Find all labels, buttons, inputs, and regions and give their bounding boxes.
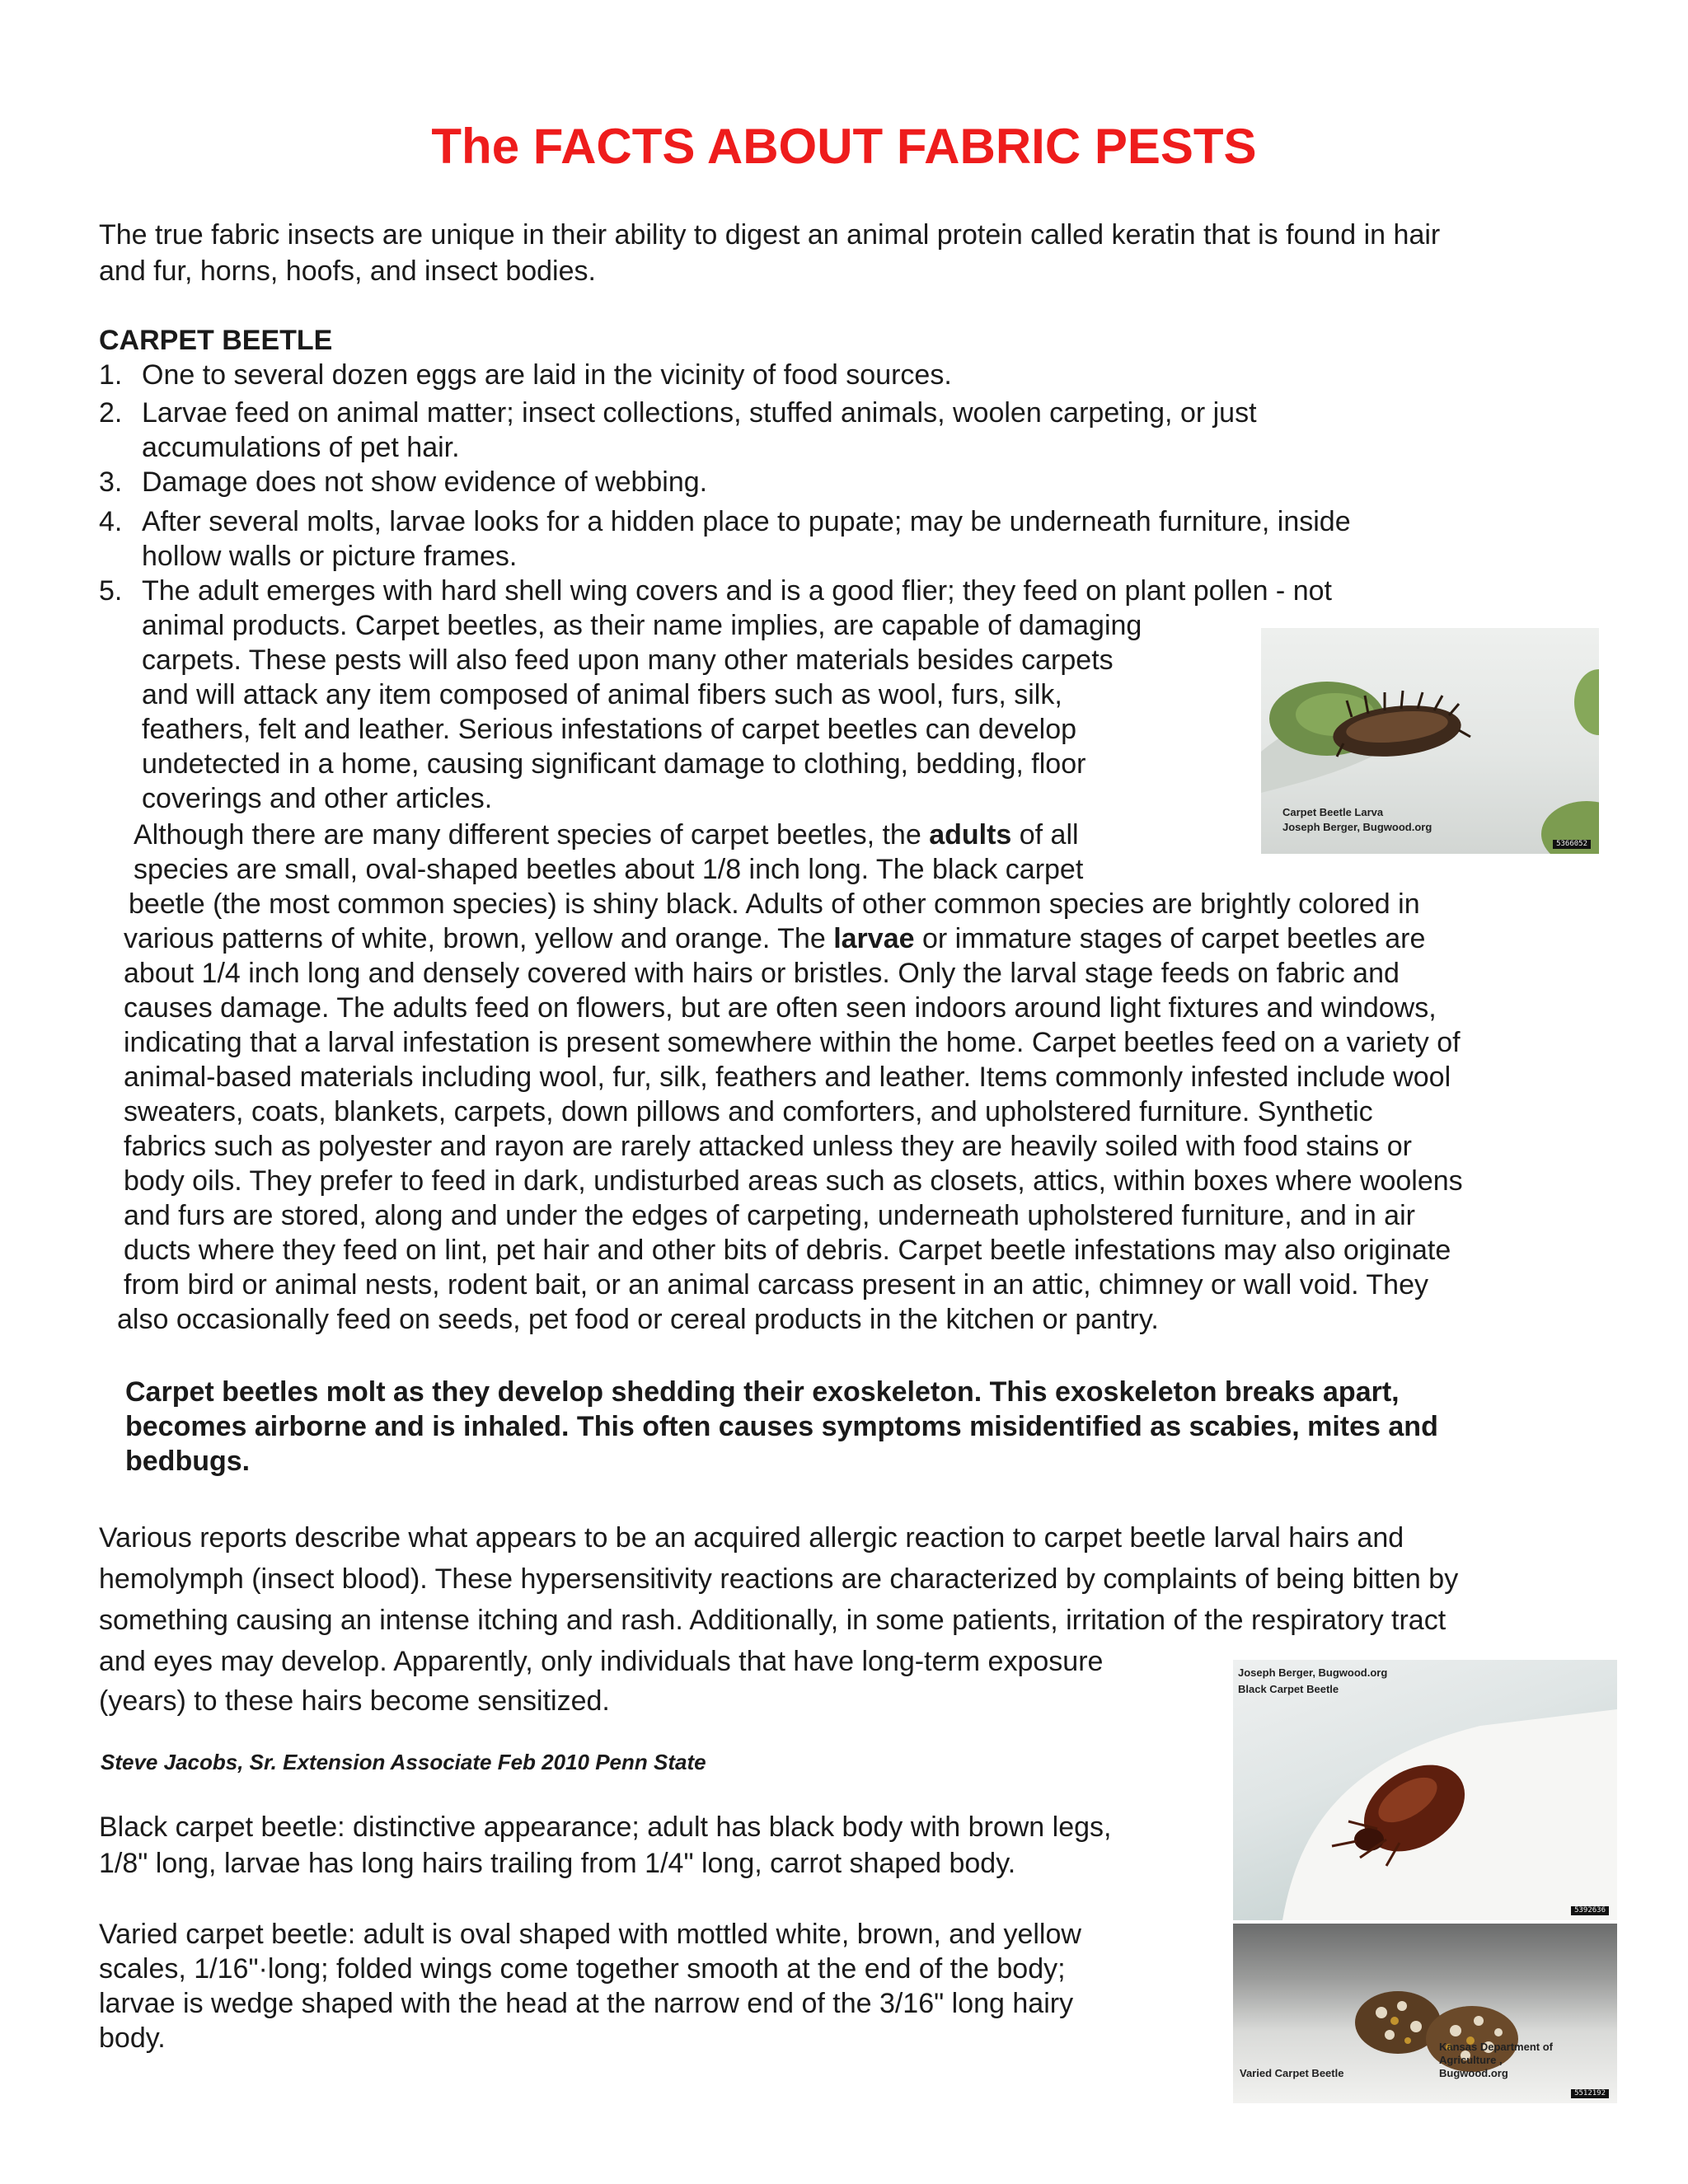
body-line: and eyes may develop. Apparently, only individuals that have long-term exposure [99,1646,1104,1677]
photo-id: 5392636 [1571,1906,1609,1915]
list-number: 5. [99,575,123,607]
list-text: carpets. These pests will also feed upon many other materials besides carpets [142,644,1114,676]
body-line: causes damage. The adults feed on flowers, but are often seen indoors around light fixtures and windows, [124,992,1437,1024]
list-item [99,396,1459,465]
emphasis-larvae: larvae [833,923,915,954]
list-item [99,504,1459,574]
text-run: of all [1011,819,1079,851]
list-number: 2. [99,397,123,429]
photo-credit: Kansas Department of [1439,2041,1553,2053]
molt-warning-line: Carpet beetles molt as they develop shedding their exoskeleton. This exoskeleton breaks apart, [125,1376,1400,1408]
body-line: about 1/4 inch long and densely covered with hairs or bristles. Only the larval stage feeds on fabric and [124,958,1400,989]
photo-credit: Bugwood.org [1439,2067,1508,2079]
photo-credit: Agriculture , [1439,2054,1503,2066]
list-text: After several molts, larvae looks for a hidden place to pupate; may be underneath furniture, inside [142,506,1351,537]
attribution: Steve Jacobs, Sr. Extension Associate Feb 2010 Penn State [101,1750,706,1774]
varied-carpet-beetle-photo [1233,1924,1617,2103]
larva-illustration [1261,628,1599,854]
intro-line: The true fabric insects are unique in their ability to digest an animal protein called keratin that is found in hair [99,219,1441,251]
molt-warning-line: bedbugs. [125,1446,251,1477]
page-title: The FACTS ABOUT FABRIC PESTS [431,119,1257,174]
body-line: larvae is wedge shaped with the head at the narrow end of the 3/16" long hairy [99,1988,1074,2019]
text-run: or immature stages of carpet beetles are [914,923,1426,954]
body-line [134,818,1079,852]
photo-credit: Joseph Berger, Bugwood.org [1282,821,1432,833]
list-item [99,465,1459,499]
list-number: 4. [99,506,123,537]
body-line: (years) to these hairs become sensitized. [99,1685,610,1717]
body-line: 1/8" long, larvae has long hairs trailing from 1/4" long, carrot shaped body. [99,1848,1016,1879]
emphasis-adults: adults [929,819,1012,851]
photo-id: 5512192 [1571,2089,1609,2098]
body-line: beetle (the most common species) is shiny black. Adults of other common species are brightly colored in [129,888,1420,920]
photo-caption: Varied Carpet Beetle [1240,2067,1344,2079]
list-text: accumulations of pet hair. [142,432,460,463]
black-carpet-beetle-photo [1233,1660,1617,1920]
list-text: Damage does not show evidence of webbing. [142,466,708,498]
list-text: undetected in a home, causing significant damage to clothing, bedding, floor [142,748,1086,780]
photo-credit: Joseph Berger, Bugwood.org [1238,1666,1388,1679]
photo-id: 5366052 [1553,840,1591,849]
body-line: Black carpet beetle: distinctive appearance; adult has black body with brown legs, [99,1811,1112,1843]
body-line [124,921,1425,956]
text-run: Although there are many different species of carpet beetles, the [134,819,930,851]
body-line: and furs are stored, along and under the edges of carpeting, underneath upholstered furniture, and in air [124,1200,1415,1231]
black-beetle-illustration [1233,1660,1617,1920]
list-text: The adult emerges with hard shell wing covers and is a good flier; they feed on plant pollen - not [142,575,1332,607]
list-number: 3. [99,466,123,498]
text-run: various patterns of white, brown, yellow and orange. The [124,923,834,954]
list-text: and will attack any item composed of animal fibers such as wool, furs, silk, [142,679,1062,710]
body-line: Varied carpet beetle: adult is oval shaped with mottled white, brown, and yellow [99,1919,1081,1950]
body-line: species are small, oval-shaped beetles about 1/8 inch long. The black carpet [134,854,1084,885]
body-line: scales, 1/16"·long; folded wings come together smooth at the end of the body; [99,1953,1066,1985]
body-line: hemolymph (insect blood). These hypersensitivity reactions are characterized by complaints of being bitten by [99,1563,1459,1595]
intro-line: and fur, horns, hoofs, and insect bodies. [99,255,596,287]
list-text: animal products. Carpet beetles, as their name implies, are capable of damaging [142,610,1142,641]
list-item [99,574,1459,816]
list-text: feathers, felt and leather. Serious infestations of carpet beetles can develop [142,714,1077,745]
body-line: body oils. They prefer to feed in dark, undisturbed areas such as closets, attics, within boxes where woolens [124,1165,1463,1197]
list-text: One to several dozen eggs are laid in the vicinity of food sources. [142,359,952,391]
molt-warning-line: becomes airborne and is inhaled. This often causes symptoms misidentified as scabies, mites and [125,1411,1438,1442]
list-number: 1. [99,359,123,391]
section-heading: CARPET BEETLE [99,325,333,356]
larva-photo [1261,628,1599,854]
list-text: Larvae feed on animal matter; insect collections, stuffed animals, woolen carpeting, or just [142,397,1257,429]
body-line: also occasionally feed on seeds, pet food or cereal products in the kitchen or pantry. [117,1304,1159,1335]
body-line: from bird or animal nests, rodent bait, or an animal carcass present in an attic, chimney or wall void. They [124,1269,1428,1301]
body-line: ducts where they feed on lint, pet hair and other bits of debris. Carpet beetle infestations may also originate [124,1235,1451,1266]
body-line: fabrics such as polyester and rayon are rarely attacked unless they are heavily soiled with food stains or [124,1131,1412,1162]
list-text: coverings and other articles. [142,783,493,814]
list-text: hollow walls or picture frames. [142,541,518,572]
body-line: body. [99,2022,166,2054]
body-line: something causing an intense itching and rash. Additionally, in some patients, irritation of the respiratory tract [99,1605,1447,1636]
body-line: Various reports describe what appears to be an acquired allergic reaction to carpet beetle larval hairs and [99,1522,1404,1554]
photo-caption: Carpet Beetle Larva [1282,806,1384,818]
photo-caption: Black Carpet Beetle [1238,1683,1339,1695]
list-item [99,358,1459,392]
body-line: animal-based materials including wool, fur, silk, feathers and leather. Items commonly infested include wool [124,1062,1451,1093]
body-line: sweaters, coats, blankets, carpets, down pillows and comforters, and upholstered furniture. Synthetic [124,1096,1373,1127]
body-line: indicating that a larval infestation is present somewhere within the home. Carpet beetles feed on a variety of [124,1027,1461,1058]
